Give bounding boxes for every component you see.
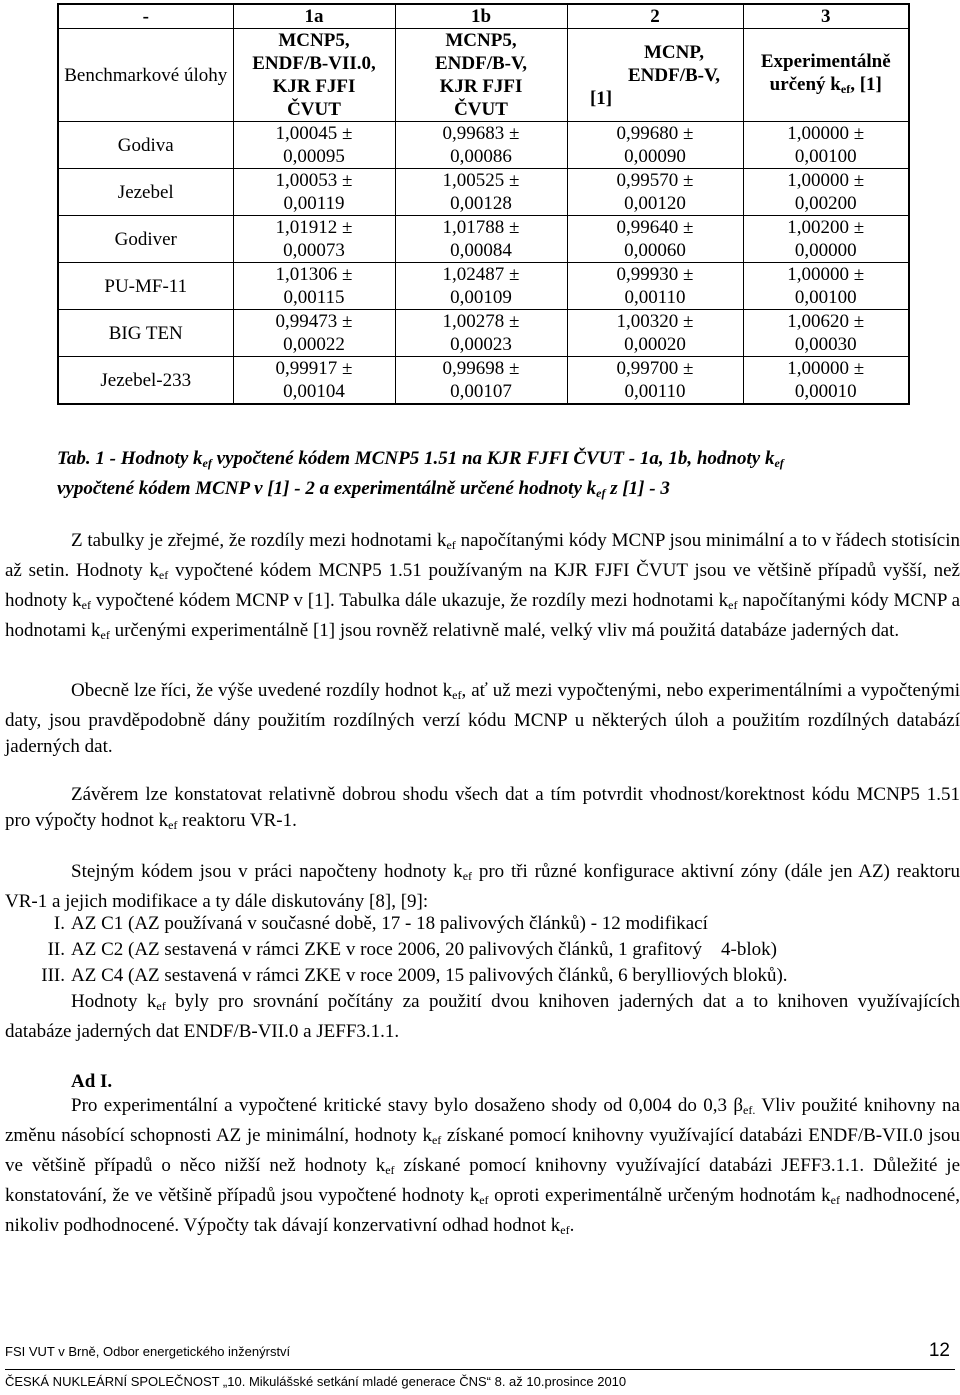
header-mcnp5-endfb5: [395, 29, 567, 122]
kef-value: 0,99698 ±: [442, 358, 520, 379]
paragraph-3: Závěrem lze konstatovat relativně dobrou shodu všech dat a tím potvrdit vhodnost/korektnost kódu MCNP5 1.51 pro výpočty hodnot $k_{ef}$ reaktoru VR-1.: [5, 784, 960, 832]
footer-divider: [5, 1369, 955, 1370]
list-number: II.: [47, 939, 65, 960]
kef-uncertainty: 0,00000: [794, 240, 857, 261]
kef-value-cell: [395, 216, 567, 263]
list-item: III. AZ C4 (AZ sestavená v rámci ZKE v roce 2009, 15 palivových článků, 6 berylliových bloků).: [5, 963, 960, 989]
kef-table: [57, 3, 910, 405]
col-number: 2: [567, 4, 743, 29]
header-experimental: [743, 29, 909, 122]
kef-value: 1,01912 ±: [275, 217, 353, 238]
kef-value: 0,99473 ±: [275, 311, 353, 332]
table-row: [58, 169, 909, 216]
kef-value: 1,00620 ±: [787, 311, 865, 332]
benchmark-name: Godiva: [58, 122, 233, 169]
kef-value-cell: [567, 169, 743, 216]
footer-institution: FSI VUT v Brně, Odbor energetického inženýrství: [5, 1344, 291, 1359]
header-mcnp-ref: [567, 29, 743, 122]
kef-value: 1,00045 ±: [275, 123, 353, 144]
kef-uncertainty: 0,00086: [450, 146, 512, 167]
kef-value-cell: [233, 216, 395, 263]
table-row: [58, 122, 909, 169]
kef-value: 1,00278 ±: [442, 311, 520, 332]
kef-uncertainty: 0,00109: [450, 287, 512, 308]
list-number: III.: [41, 965, 65, 986]
benchmark-name: Jezebel: [58, 169, 233, 216]
list-item: II. AZ C2 (AZ sestavená v rámci ZKE v roce 2006, 20 palivových článků, 1 grafitový 4-blok): [5, 937, 960, 963]
kef-uncertainty: 0,00120: [624, 193, 686, 214]
kef-value-cell: [567, 263, 743, 310]
kef-value: 1,00000 ±: [787, 170, 865, 191]
kef-value: 1,00000 ±: [787, 264, 865, 285]
kef-value: 0,99683 ±: [442, 123, 520, 144]
kef-value-cell: [395, 169, 567, 216]
kef-value: 1,00525 ±: [442, 170, 520, 191]
header-line: ČVUT: [454, 99, 508, 120]
section-heading: Ad I.: [71, 1071, 113, 1092]
paragraph-4: Stejným kódem jsou v práci napočteny hodnoty $k_{ef}$ pro tři různé konfigurace aktivní zóny (dále jen AZ) reaktoru VR-1 a jejich modifikace a ty dále diskutovány [8], [9]:: [5, 861, 960, 912]
table-row: [58, 216, 909, 263]
kef-value-cell: [743, 310, 909, 357]
kef-value: 1,02487 ±: [442, 264, 520, 285]
header-line: určený $k_{ef}$, [1]: [769, 73, 882, 96]
col-number: 3: [743, 4, 909, 29]
kef-value: 0,99570 ±: [616, 170, 694, 191]
header-line: ČVUT: [287, 99, 341, 120]
kef-uncertainty: 0,00073: [283, 240, 345, 261]
kef-value-cell: [233, 357, 395, 405]
kef-value-cell: [743, 122, 909, 169]
benchmark-name: PU-MF-11: [58, 263, 233, 310]
kef-value-cell: [395, 122, 567, 169]
table-row: [58, 310, 909, 357]
kef-value-cell: [743, 169, 909, 216]
kef-uncertainty: 0,00060: [624, 240, 686, 261]
kef-uncertainty: 0,00100: [794, 287, 857, 308]
kef-uncertainty: 0,00100: [794, 146, 857, 167]
kef-value-cell: [743, 263, 909, 310]
kef-uncertainty: 0,00128: [450, 193, 512, 214]
kef-value: 1,00053 ±: [275, 170, 353, 191]
kef-value: 1,01306 ±: [275, 264, 353, 285]
kef-value: 0,99680 ±: [616, 123, 694, 144]
kef-uncertainty: 0,00090: [624, 146, 686, 167]
kef-uncertainty: 0,00022: [283, 334, 345, 355]
kef-uncertainty: 0,00115: [283, 287, 345, 308]
kef-uncertainty: 0,00010: [794, 381, 857, 402]
kef-uncertainty: 0,00200: [794, 193, 857, 214]
page-number: 12: [928, 1340, 950, 1361]
kef-uncertainty: 0,00020: [624, 334, 686, 355]
kef-uncertainty: 0,00030: [794, 334, 857, 355]
kef-value-cell: [233, 169, 395, 216]
list-item: I. AZ C1 (AZ používaná v současné době, 17 - 18 palivových článků) - 12 modifikací: [5, 911, 960, 937]
kef-value-cell: [395, 263, 567, 310]
kef-value-cell: [567, 122, 743, 169]
header-line: KJR FJFI: [272, 76, 356, 97]
paragraph-2: Obecně lze říci, že výše uvedené rozdíly hodnot $k_{ef}$, ať už mezi vypočtenými, nebo experimentálními a vypočtenými daty, jsou pravděpodobně dány použitím rozdílných verzí kódu MCNP u některých úloh a použitím rozdílných databází jaderných dat.: [5, 680, 960, 757]
kef-value-cell: [743, 216, 909, 263]
benchmark-name: Godiver: [58, 216, 233, 263]
kef-value-cell: [395, 310, 567, 357]
header-line: MCNP,: [644, 41, 704, 63]
col-number: -: [58, 4, 233, 29]
kef-uncertainty: 0,00095: [283, 146, 345, 167]
kef-value-cell: [567, 310, 743, 357]
kef-value: 0,99640 ±: [616, 217, 694, 238]
paragraph-1: Z tabulky je zřejmé, že rozdíly mezi hodnotami $k_{ef}$ napočítanými kódy MCNP jsou minimální a to v řádech stotisícin až setin. Hodnoty $k_{ef}$ vypočtené kódem MCNP5 1.51 používaným na KJR FJFI ČVUT jsou ve většině případů vyšší, než hodnoty $k_{ef}$ vypočtené kódem MCNP v [1]. Tabulka dále ukazuje, že rozdíly mezi hodnotami $k_{ef}$ napočítanými kódy MCNP a hodnotami $k_{ef}$ určenými experimentálně [1] jsou rovněž relativně malé, velký vliv má použitá databáze jaderných dat.: [5, 530, 960, 642]
header-row: [58, 29, 909, 122]
benchmark-name: Jezebel-233: [58, 357, 233, 405]
kef-value: 1,00320 ±: [616, 311, 694, 332]
table-caption: Tab. 1 - Hodnoty $k_{ef}$ vypočtené kódem MCNP5 1.51 na KJR FJFI ČVUT - 1a, 1b, hodnoty $k_{ef}$ vypočtené kódem MCNP v [1] - 2 a experimentálně určené hodnoty $k_{ef}$ z [1] - 3: [57, 448, 784, 500]
table-row: [58, 263, 909, 310]
kef-value: 0,99700 ±: [616, 358, 694, 379]
kef-uncertainty: 0,00119: [283, 193, 345, 214]
kef-value: 0,99930 ±: [616, 264, 694, 285]
paragraph-6: Pro experimentální a vypočtené kritické stavy bylo dosaženo shody od 0,004 do 0,3 $\beta_{ef.}$ Vliv použité knihovny na změnu násobící schopnosti AZ je minimální, hodnoty $k_{ef}$ získané pomocí knihovny využívající databázi ENDF/B-VII.0 jsou ve většině případů o něco nižší než hodnoty $k_{ef}$ získané pomocí knihovny využívající databázi JEFF3.1.1. Důležité je konstatování, že ve většině případů jsou vypočtené hodnoty $k_{ef}$ oproti experimentálně určeným hodnotám $k_{ef}$ nadhodnocené, nikoliv podhodnocené. Výpočty tak dávají konzervativní odhad hodnot $k_{ef}$.: [5, 1095, 960, 1237]
list-number: I.: [53, 913, 65, 934]
col-number: 1a: [233, 4, 395, 29]
header-task: Benchmarkové úlohy: [58, 29, 233, 122]
kef-value-cell: [233, 310, 395, 357]
table-row: [58, 357, 909, 405]
kef-value: 1,00000 ±: [787, 123, 865, 144]
kef-uncertainty: 0,00110: [624, 381, 686, 402]
kef-value-cell: [233, 263, 395, 310]
footer-event: ČESKÁ NUKLEÁRNÍ SPOLEČNOST „10. Mikulášské setkání mladé generace ČNS“ 8. až 10.prosince 2010: [5, 1374, 627, 1389]
benchmark-name: BIG TEN: [58, 310, 233, 357]
header-line: Experimentálně: [760, 50, 891, 72]
header-line: ENDF/B-VII.0,: [252, 53, 376, 74]
kef-value: 1,01788 ±: [442, 217, 520, 238]
kef-value: 0,99917 ±: [275, 358, 353, 379]
header-line: MCNP5,: [278, 30, 350, 51]
kef-uncertainty: 0,00107: [450, 381, 512, 402]
paragraph-5: Hodnoty $k_{ef}$ byly pro srovnání počítány za použití dvou knihoven jaderných dat a to knihoven využívajících databáze jaderných dat ENDF/B-VII.0 a JEFF3.1.1.: [5, 991, 960, 1042]
kef-value: 1,00200 ±: [787, 217, 865, 238]
kef-uncertainty: 0,00110: [624, 287, 686, 308]
configuration-list: [5, 911, 960, 989]
kef-uncertainty: 0,00084: [450, 240, 512, 261]
header-line: MCNP5,: [445, 30, 517, 51]
header-line: [1]: [589, 87, 613, 109]
column-number-row: [58, 4, 909, 29]
kef-value-cell: [233, 122, 395, 169]
header-line: ENDF/B-V,: [434, 53, 528, 74]
kef-value: 1,00000 ±: [787, 358, 865, 379]
header-line: KJR FJFI: [439, 76, 523, 97]
kef-uncertainty: 0,00104: [283, 381, 345, 402]
kef-value-cell: [395, 357, 567, 405]
header-line: ENDF/B-V,: [627, 64, 721, 86]
header-mcnp5-endfb7: [233, 29, 395, 122]
kef-uncertainty: 0,00023: [450, 334, 512, 355]
kef-value-cell: [567, 216, 743, 263]
kef-value-cell: [567, 357, 743, 405]
col-number: 1b: [395, 4, 567, 29]
kef-value-cell: [743, 357, 909, 405]
